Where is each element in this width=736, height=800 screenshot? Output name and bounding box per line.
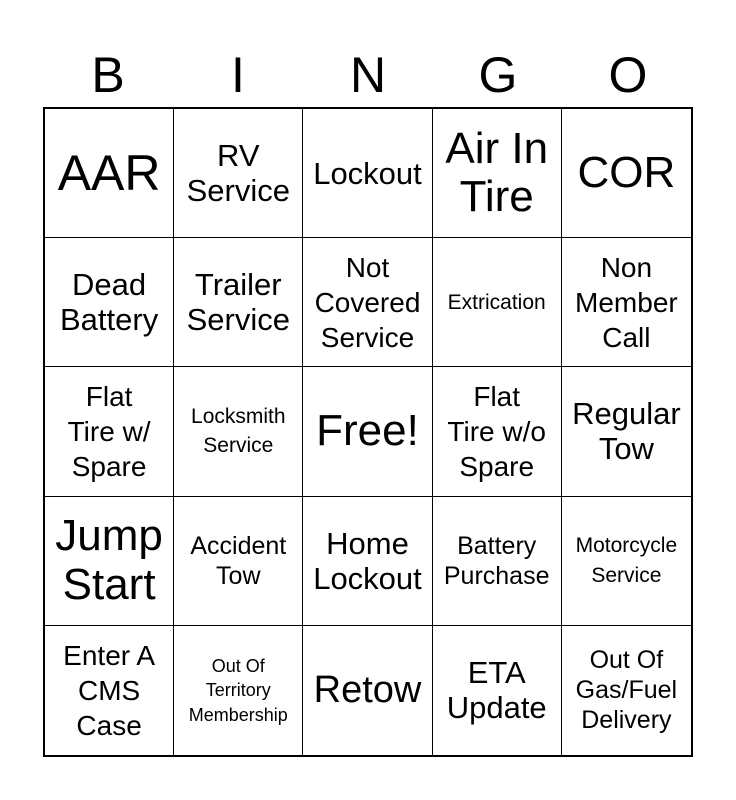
bingo-cell-r5-c5[interactable] bbox=[562, 626, 691, 755]
cell-label: Accident Tow bbox=[190, 531, 287, 590]
bingo-cell-r1-c2[interactable] bbox=[174, 109, 303, 238]
cell-label: Out Of Territory Membership bbox=[188, 655, 288, 725]
cell-label: Out Of Gas/Fuel Delivery bbox=[575, 646, 678, 735]
bingo-cell-r4-c5[interactable] bbox=[562, 497, 691, 626]
bingo-cell-r2-c3[interactable] bbox=[303, 238, 432, 367]
cell-label: Locksmith Service bbox=[191, 405, 286, 458]
bingo-cell-r2-c1[interactable] bbox=[45, 238, 174, 367]
bingo-cell-r2-c2[interactable] bbox=[174, 238, 303, 367]
bingo-cell-r5-c3[interactable] bbox=[303, 626, 432, 755]
bingo-cell-r3-c2[interactable] bbox=[174, 367, 303, 496]
cell-label: Trailer Service bbox=[186, 267, 290, 338]
cell-label: Home Lockout bbox=[313, 525, 422, 596]
cell-label: Non Member Call bbox=[575, 251, 678, 353]
cell-label: Not Covered Service bbox=[314, 251, 421, 353]
cell-label: Air In Tire bbox=[445, 123, 549, 222]
bingo-free-space[interactable] bbox=[303, 367, 432, 496]
bingo-cell-r3-c4[interactable] bbox=[433, 367, 562, 496]
bingo-board bbox=[43, 107, 693, 757]
header-letter-g: G bbox=[478, 47, 518, 103]
bingo-cell-r5-c4[interactable] bbox=[433, 626, 562, 755]
bingo-cell-r5-c2[interactable] bbox=[174, 626, 303, 755]
bingo-cell-r1-c3[interactable] bbox=[303, 109, 432, 238]
cell-label: Flat Tire w/o Spare bbox=[447, 380, 546, 482]
cell-label: COR bbox=[577, 147, 676, 197]
bingo-cell-r4-c2[interactable] bbox=[174, 497, 303, 626]
cell-label: Extrication bbox=[447, 290, 546, 314]
cell-label: ETA Update bbox=[446, 655, 547, 726]
bingo-header bbox=[43, 42, 693, 108]
cell-label: Motorcycle Service bbox=[575, 534, 678, 587]
cell-label: Enter A CMS Case bbox=[63, 639, 156, 741]
bingo-cell-r1-c5[interactable] bbox=[562, 109, 691, 238]
bingo-cell-r3-c5[interactable] bbox=[562, 367, 691, 496]
bingo-cell-r2-c5[interactable] bbox=[562, 238, 691, 367]
bingo-cell-r4-c3[interactable] bbox=[303, 497, 432, 626]
cell-label: Battery Purchase bbox=[443, 531, 550, 590]
header-letter-b: B bbox=[91, 47, 125, 103]
bingo-cell-r1-c4[interactable] bbox=[433, 109, 562, 238]
cell-label: Free! bbox=[316, 406, 419, 456]
bingo-cell-r4-c4[interactable] bbox=[433, 497, 562, 626]
cell-label: Regular Tow bbox=[572, 396, 681, 467]
cell-label: Jump Start bbox=[55, 511, 163, 609]
cell-label: Flat Tire w/ Spare bbox=[67, 380, 151, 482]
header-letter-n: N bbox=[349, 47, 387, 103]
bingo-cell-r5-c1[interactable] bbox=[45, 626, 174, 755]
cell-label: Dead Battery bbox=[59, 267, 159, 338]
bingo-cell-r4-c1[interactable] bbox=[45, 497, 174, 626]
cell-label: AAR bbox=[57, 144, 161, 201]
cell-label: Lockout bbox=[313, 155, 422, 191]
header-letter-i: I bbox=[231, 47, 245, 103]
bingo-cell-r2-c4[interactable] bbox=[433, 238, 562, 367]
cell-label: RV Service bbox=[186, 138, 290, 209]
bingo-cell-r1-c1[interactable] bbox=[45, 109, 174, 238]
bingo-cell-r3-c1[interactable] bbox=[45, 367, 174, 496]
header-letter-o: O bbox=[608, 47, 648, 103]
cell-label: Retow bbox=[313, 668, 422, 711]
